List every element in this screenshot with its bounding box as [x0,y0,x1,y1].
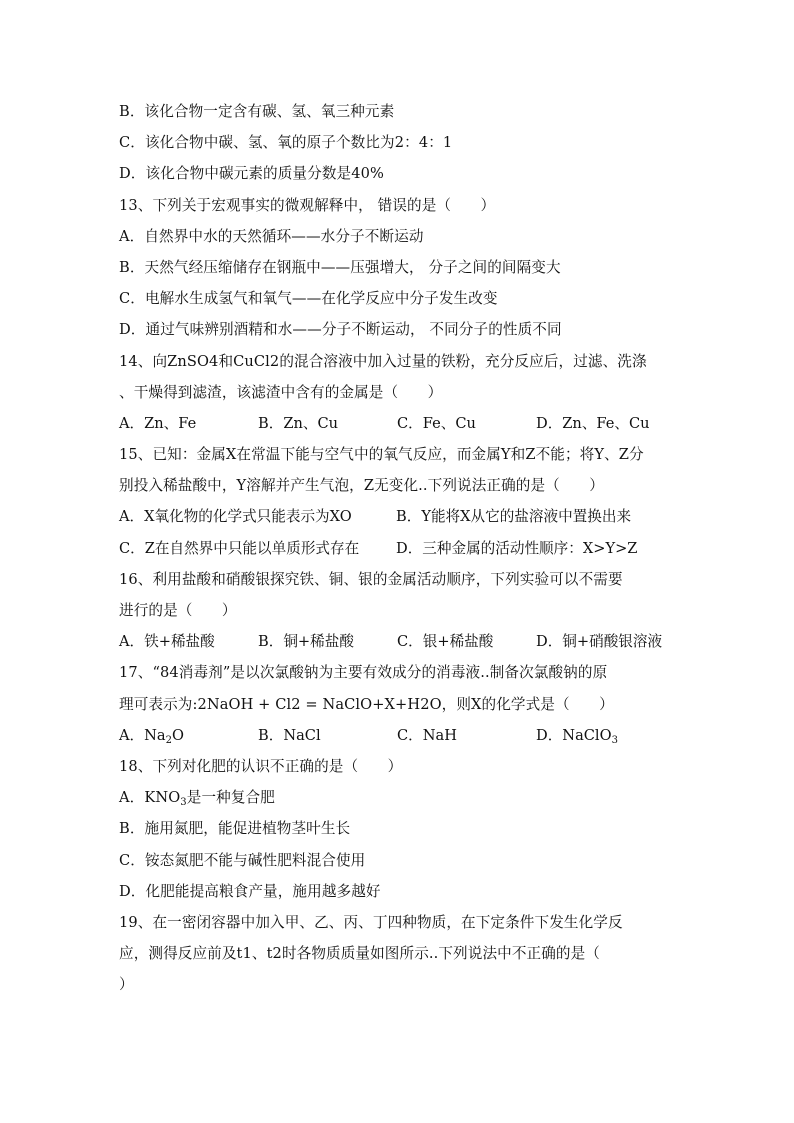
q15-option-d: D．三种金属的活动性顺序：X>Y>Z [396,539,638,557]
q16-option-b: B．铜+稀盐酸 [258,633,354,651]
q18-option-d: D．化肥能提高粮食产量，施用越多越好 [119,882,381,900]
q17-option-a-subscript: 2 [165,734,172,746]
q17-option-b: B．NaCl [258,726,321,744]
q12-option-c: C．该化合物中碳、氢、氧的原子个数比为2：4：1 [119,134,453,152]
q12-option-b: B．该化合物一定含有碳、氢、氧三种元素 [119,103,395,120]
q13-option-c: C．电解水生成氢气和氧气——在化学反应中分子发生改变 [119,290,498,308]
q18-option-a-pre: A．KNO [119,789,181,807]
q17-option-a-pre: A．Na [119,726,166,744]
question-content [119,96,679,1000]
q13-option-d: D．通过气味辨别酒精和水——分子不断运动， 不同分子的性质不同 [119,321,562,339]
q14-option-a: A．Zn、Fe [119,414,197,432]
q13-stem: 13、下列关于宏观事实的微观解释中， 错误的是（ ） [119,196,496,214]
q18-option-b: B．施用氮肥，能促进植物茎叶生长 [119,820,351,838]
q13-option-b: B．天然气经压缩储存在钢瓶中——压强增大， 分子之间的间隔变大 [119,258,561,276]
q16-stem-line1: 16、利用盐酸和硝酸银探究铁、铜、银的金属活动顺序，下列实验可以不需要 [119,570,623,588]
q16-option-c: C．银+稀盐酸 [397,633,494,651]
q18-option-a-post: 是一种复合肥 [186,789,275,807]
q17-option-d [536,720,675,751]
q17-option-a [119,720,258,751]
q18-option-a-subscript: 3 [180,797,187,809]
q18-stem: 18、下列对化肥的认识不正确的是（ ） [119,757,403,775]
q13-option-a: A．自然界中水的天然循环——水分子不断运动 [119,227,424,245]
q15-stem-line1: 15、已知：金属X在常温下能与空气中的氧气反应，而金属Y和Z不能；将Y、Z分 [119,446,644,464]
q12-option-d: D．该化合物中碳元素的质量分数是40% [119,165,384,183]
q17-option-d-subscript: 3 [611,734,618,746]
q15-options-row1 [119,501,679,532]
q15-option-a: A．X氧化物的化学式只能表示为XO [119,508,352,526]
q14-stem-line1: 14、向ZnSO4和CuCl2的混合溶液中加入过量的铁粉，充分反应后，过滤、洗涤 [119,352,647,370]
q18-option-a [119,782,679,813]
q14-options [119,408,679,439]
q17-stem-line1: 17、“84消毒剂”是以次氯酸钠为主要有效成分的消毒液..制备次氯酸钠的原 [119,664,608,682]
q16-option-d: D．铜+硝酸银溶液 [536,633,663,651]
q17-option-d-pre: D．NaClO [536,726,612,744]
q15-stem-line2: 别投入稀盐酸中，Y溶解并产生气泡，Z无变化..下列说法正确的是（ ） [119,477,604,495]
q15-options-row2 [119,533,679,564]
q19-stem-line2: 应，测得反应前及t1、t2时各物质质量如图所示..下列说法中不正确的是（ [119,945,600,963]
q19-stem-line3: ） [119,976,134,994]
q16-option-a: A．铁+稀盐酸 [119,633,215,651]
q17-options [119,720,679,751]
q19-stem-line1: 19、在一密闭容器中加入甲、乙、丙、丁四种物质，在下定条件下发生化学反 [119,913,623,931]
q16-stem-line2: 进行的是（ ） [119,602,237,619]
q15-option-c: C．Z在自然界中只能以单质形式存在 [119,539,360,557]
q18-option-c: C．铵态氮肥不能与碱性肥料混合使用 [119,851,366,869]
q14-option-d: D．Zn、Fe、Cu [536,414,650,432]
q17-option-a-post: O [171,726,184,744]
q17-stem-line2: 理可表示为:2NaOH + Cl2 = NaClO+X+H2O，则X的化学式是（ ） [119,695,614,713]
q16-options [119,626,679,657]
q15-option-b: B．Y能将X从它的盐溶液中置换出来 [396,508,632,526]
q14-option-c: C．Fe、Cu [397,414,476,432]
q14-stem-line2: 、干燥得到滤渣，该滤渣中含有的金属是（ ） [119,383,443,401]
q14-option-b: B．Zn、Cu [258,414,339,432]
q17-option-c: C．NaH [397,726,457,744]
